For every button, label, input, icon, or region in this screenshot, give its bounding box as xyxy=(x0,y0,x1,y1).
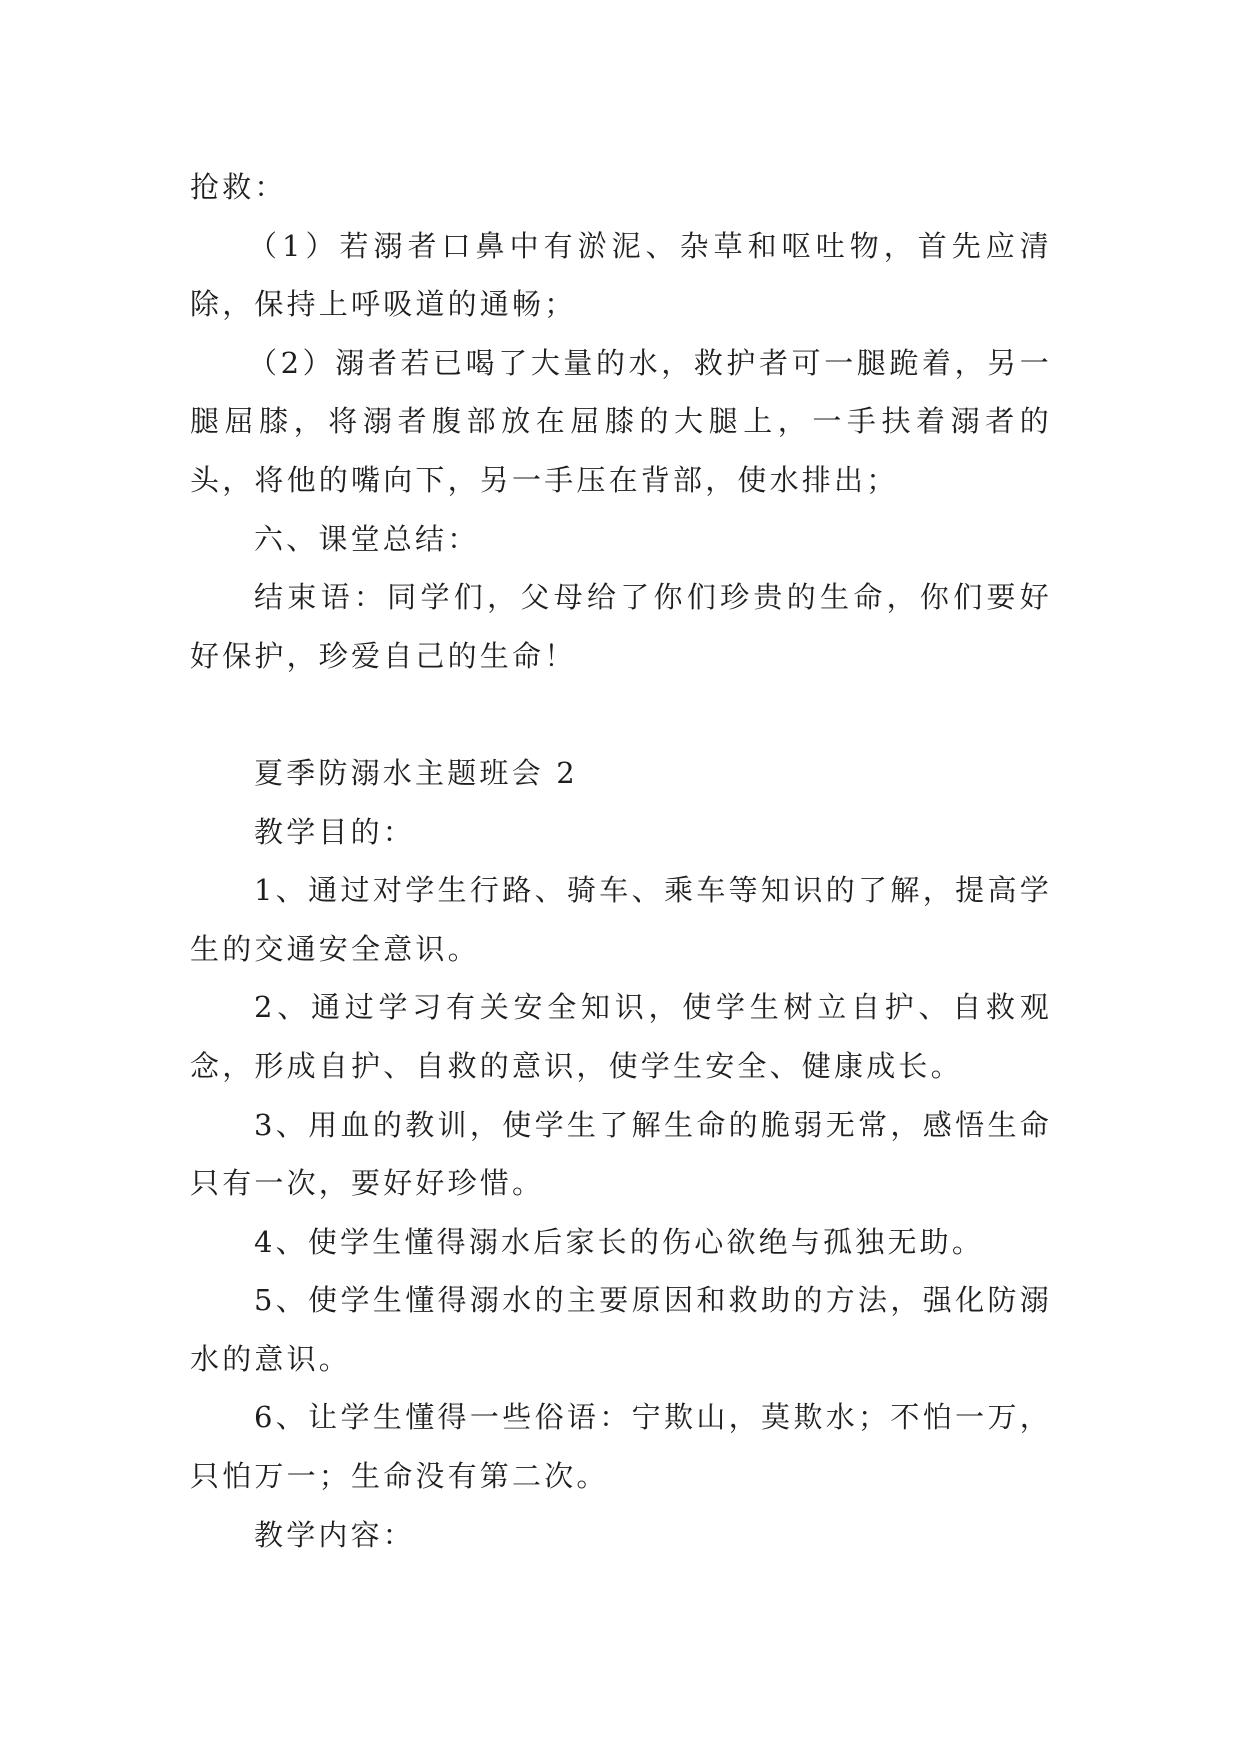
rescue-step-1: （1）若溺者口鼻中有淤泥、杂草和呕吐物，首先应清除，保持上呼吸道的通畅； xyxy=(190,228,1052,322)
document-body xyxy=(190,158,1052,1564)
objective-1: 1、通过对学生行路、骑车、乘车等知识的了解，提高学生的交通安全意识。 xyxy=(190,873,1052,966)
rescue-step-2: （2）溺者若已喝了大量的水，救护者可一腿跪着，另一腿屈膝，将溺者腹部放在屈膝的大腿上，一手扶着溺者的头，将他的嘴向下，另一手压在背部，使水排出； xyxy=(190,345,1052,497)
content-heading: 教学内容： xyxy=(254,1517,416,1552)
objective-2: 2、通过学习有关安全知识，使学生树立自护、自救观念，形成自护、自救的意识，使学生安全、健康成长。 xyxy=(190,990,1052,1083)
objective-4: 4、使学生懂得溺水后家长的伤心欲绝与孤独无助。 xyxy=(254,1224,985,1259)
summary-heading: 六、课堂总结： xyxy=(254,521,480,556)
section-spacer xyxy=(190,685,1052,744)
closing-remark: 结束语：同学们，父母给了你们珍贵的生命，你们要好好保护，珍爱自己的生命！ xyxy=(190,580,1052,673)
rescue-heading: 抢救： xyxy=(190,170,287,204)
section-title: 夏季防溺水主题班会 2 xyxy=(254,755,578,790)
objectives-heading: 教学目的： xyxy=(254,814,416,849)
objective-5: 5、使学生懂得溺水的主要原因和救助的方法，强化防溺水的意识。 xyxy=(190,1283,1052,1376)
objective-6: 6、让学生懂得一些俗语：宁欺山，莫欺水；不怕一万，只怕万一；生命没有第二次。 xyxy=(190,1400,1052,1494)
objective-3: 3、用血的教训，使学生了解生命的脆弱无常，感悟生命只有一次，要好好珍惜。 xyxy=(190,1107,1052,1201)
